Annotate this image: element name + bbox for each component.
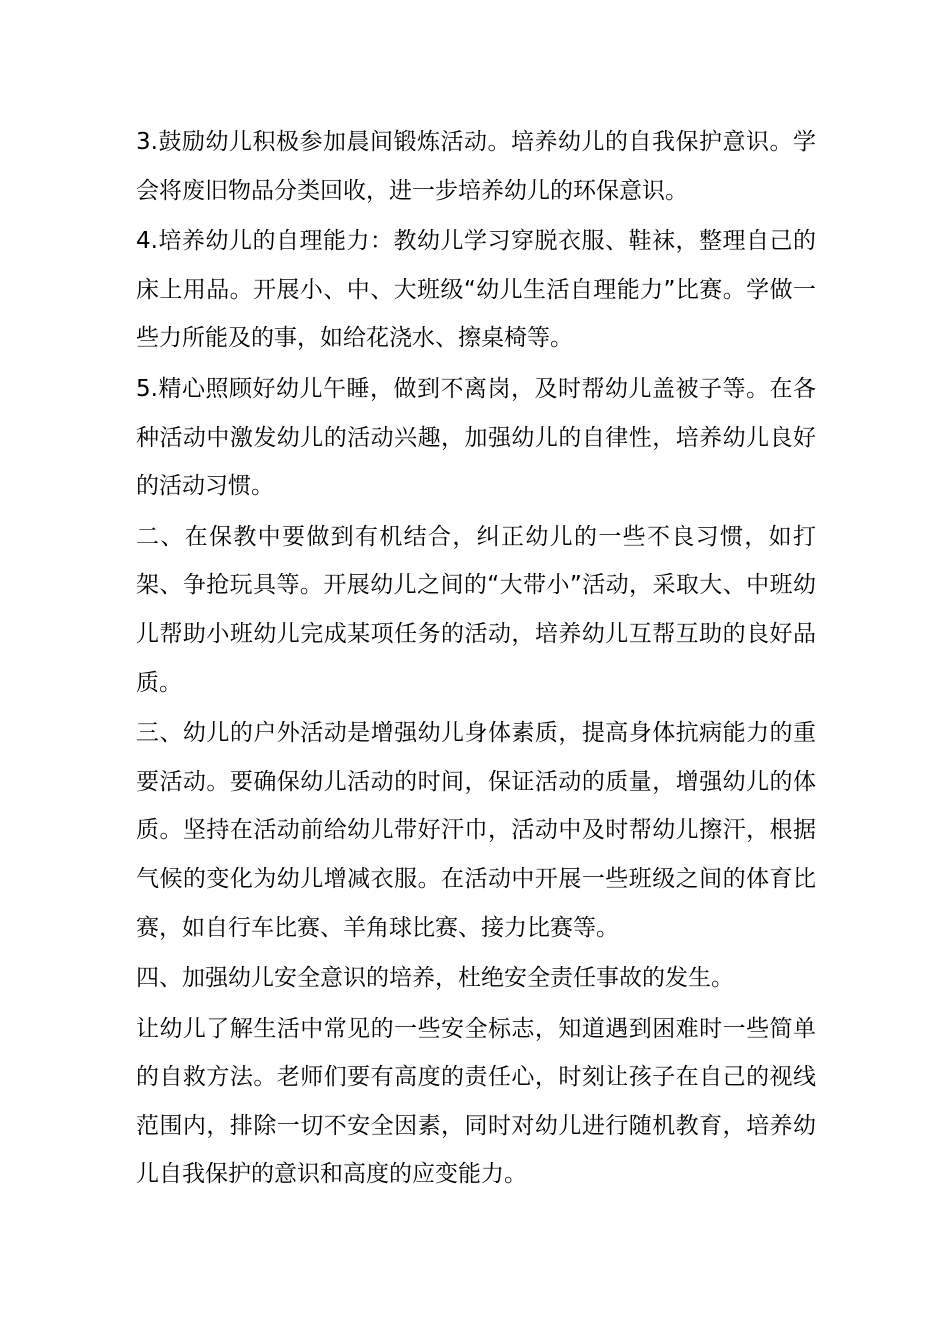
document-body [136,118,816,1201]
paragraph-section-four-heading: 四、加强幼儿安全意识的培养，杜绝安全责任事故的发生。 [136,965,734,992]
paragraph-section-three: 三、幼儿的户外活动是增强幼儿身体素质，提高身体抗病能力的重要活动。要确保幼儿活动的时间，保证活动的质量，增强幼儿的体质。坚持在活动前给幼儿带好汗巾，活动中及时帮幼儿擦汗，根据气候的变化为幼儿增减衣服。在活动中开展一些班级之间的体育比赛，如自行车比赛、羊角球比赛、接力比赛等。 [136,720,816,941]
paragraph-item-3: 3.鼓励幼儿积极参加晨间锻炼活动。培养幼儿的自我保护意识。学会将废旧物品分类回收，进一步培养幼儿的环保意识。 [136,129,816,204]
paragraph-item-4: 4.培养幼儿的自理能力：教幼儿学习穿脱衣服、鞋袜，整理自己的床上用品。开展小、中、大班级“幼儿生活自理能力”比赛。学做一些力所能及的事，如给花浇水、擦桌椅等。 [136,228,816,352]
paragraph-item-5: 5.精心照顾好幼儿午睡，做到不离岗，及时帮幼儿盖被子等。在各种活动中激发幼儿的活动兴趣，加强幼儿的自律性，培养幼儿良好的活动习惯。 [136,375,816,500]
paragraph-section-two: 二、在保教中要做到有机结合，纠正幼儿的一些不良习惯，如打架、争抢玩具等。开展幼儿之间的“大带小”活动，采取大、中班幼儿帮助小班幼儿完成某项任务的活动，培养幼儿互帮互助的良好品质。 [136,523,816,696]
paragraph-section-four-body: 让幼儿了解生活中常见的一些安全标志，知道遇到困难时一些简单的自救方法。老师们要有高度的责任心，时刻让孩子在自己的视线范围内，排除一切不安全因素，同时对幼儿进行随机教育，培养幼儿自我保护的意识和高度的应变能力。 [136,1015,816,1188]
